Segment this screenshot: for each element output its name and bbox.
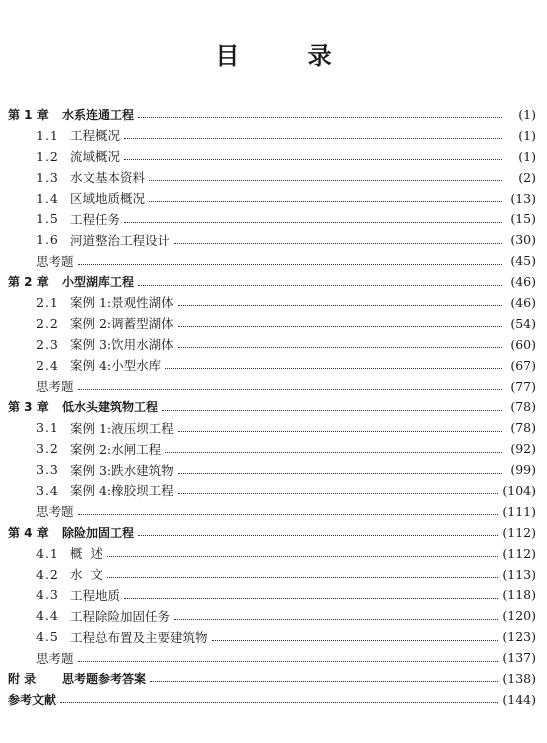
toc-entry-title: 工程概况 <box>70 128 121 144</box>
toc-page-number: (54) <box>510 315 536 331</box>
toc-page-number: (60) <box>510 336 536 352</box>
toc-entry-number: 1.2 <box>36 148 59 164</box>
toc-page-number: (112) <box>502 524 536 540</box>
toc-entry-title: 工程除险加固任务 <box>70 608 171 624</box>
toc-page-number: (112) <box>502 545 536 561</box>
toc-page-number: (120) <box>502 608 536 624</box>
toc-entry-title: 案例 3:饮用水湖体 <box>70 337 174 353</box>
toc-section-entry[interactable] <box>8 229 536 250</box>
toc-entry-title: 水文基本资料 <box>70 170 146 186</box>
toc-section-entry[interactable] <box>8 438 536 459</box>
toc-entry-title: 案例 4:橡胶坝工程 <box>70 483 174 499</box>
toc-entry-title: 案例 1:液压坝工程 <box>70 420 174 436</box>
dot-leader <box>150 680 498 682</box>
toc-section-entry[interactable] <box>8 501 536 522</box>
toc-entry-number: 4.4 <box>36 608 59 624</box>
dot-leader <box>78 263 502 265</box>
toc-section-entry[interactable] <box>8 292 536 313</box>
toc-entry-number: 第 2 章 <box>8 275 49 290</box>
toc-page-number: (113) <box>502 566 536 582</box>
dot-leader <box>60 701 498 703</box>
toc-page-number: (78) <box>510 399 536 415</box>
toc-page-number: (99) <box>510 462 536 478</box>
dot-leader <box>178 430 502 432</box>
toc-entry-number: 第 1 章 <box>8 107 49 122</box>
toc-page-number: (1) <box>518 127 536 143</box>
toc-section-entry[interactable] <box>8 334 536 355</box>
toc-entry-number: 4.1 <box>36 545 59 561</box>
dot-leader <box>107 576 498 578</box>
dot-leader <box>138 534 498 536</box>
toc-section-entry[interactable] <box>8 564 536 585</box>
toc-entry-title: 思考题 <box>36 650 74 666</box>
toc-entry-number: 1.5 <box>36 211 59 227</box>
toc-entry-number: 1.4 <box>36 190 59 206</box>
toc-entry-title: 工程任务 <box>70 211 121 227</box>
toc-entry-number: 1.1 <box>36 127 59 143</box>
toc-section-entry[interactable] <box>8 355 536 376</box>
toc-chapter-entry[interactable] <box>8 396 536 417</box>
dot-leader <box>165 367 502 369</box>
dot-leader <box>124 137 502 139</box>
toc-page-number: (92) <box>510 441 536 457</box>
toc-entry-number: 3.2 <box>36 441 59 457</box>
toc-entry-title: 工程地质 <box>70 587 121 603</box>
dot-leader <box>174 618 498 620</box>
toc-entry-title: 水 文 <box>70 567 103 583</box>
dot-leader <box>178 472 502 474</box>
toc-section-entry[interactable] <box>8 376 536 397</box>
toc-entry-number: 4.2 <box>36 566 59 582</box>
toc-page-number: (123) <box>502 629 536 645</box>
toc-chapter-entry[interactable] <box>8 522 536 543</box>
toc-page-number: (46) <box>510 274 536 290</box>
toc-page-number: (13) <box>510 190 536 206</box>
toc-chapter-entry[interactable] <box>8 668 536 689</box>
toc-page-number: (2) <box>518 169 536 185</box>
toc-entry-title: 水系连通工程 <box>62 107 135 122</box>
dot-leader <box>165 451 502 453</box>
dot-leader <box>178 346 502 348</box>
toc-section-entry[interactable] <box>8 626 536 647</box>
toc-section-entry[interactable] <box>8 188 536 209</box>
toc-page-number: (46) <box>510 294 536 310</box>
toc-entry-number: 第 4 章 <box>8 525 49 540</box>
table-of-contents <box>8 104 536 710</box>
toc-entry-title: 区域地质概况 <box>70 191 146 206</box>
toc-section-entry[interactable] <box>8 167 536 188</box>
toc-page-number: (118) <box>502 587 536 603</box>
toc-page-number: (78) <box>510 420 536 436</box>
dot-leader <box>78 388 502 390</box>
toc-entry-number: 2.3 <box>36 336 59 352</box>
toc-entry-title: 思考题 <box>36 504 74 520</box>
toc-page-number: (30) <box>510 232 536 248</box>
toc-entry-title: 思考题 <box>36 379 74 395</box>
dot-leader <box>162 409 502 411</box>
toc-section-entry[interactable] <box>8 313 536 334</box>
toc-entry-number: 1.3 <box>36 169 59 185</box>
dot-leader <box>124 221 502 223</box>
toc-entry-number: 2.2 <box>36 315 59 331</box>
toc-entry-number: 第 3 章 <box>8 400 49 415</box>
toc-entry-number: 3.3 <box>36 462 59 478</box>
toc-page-number: (45) <box>510 253 536 269</box>
toc-section-entry[interactable] <box>8 480 536 501</box>
toc-entry-title: 思考题 <box>36 253 74 269</box>
toc-entry-title: 案例 2:水闸工程 <box>70 441 162 457</box>
toc-entry-title: 小型湖库工程 <box>62 275 135 290</box>
toc-entry-title: 案例 3:跌水建筑物 <box>70 462 174 478</box>
toc-entry-title: 案例 1:景观性湖体 <box>70 295 174 311</box>
toc-section-entry[interactable] <box>8 250 536 271</box>
toc-page-number: (137) <box>502 650 536 666</box>
dot-leader <box>78 513 499 515</box>
toc-entry-title: 概 述 <box>70 546 103 562</box>
toc-entry-title: 案例 4:小型水库 <box>70 358 162 374</box>
toc-section-entry[interactable] <box>8 605 536 626</box>
dot-leader <box>174 242 502 244</box>
toc-entry-title: 思考题参考答案 <box>62 671 147 686</box>
page-title: 目 录 <box>215 42 362 70</box>
dot-leader <box>149 200 502 202</box>
toc-chapter-entry[interactable] <box>8 689 536 710</box>
toc-section-entry[interactable] <box>8 417 536 438</box>
toc-page-number: (144) <box>502 691 536 707</box>
dot-leader <box>212 639 499 641</box>
toc-page-number: (67) <box>510 357 536 373</box>
toc-entry-title: 河道整治工程设计 <box>70 232 171 248</box>
toc-page-number: (104) <box>502 482 536 498</box>
toc-entry-title: 案例 2:调蓄型湖体 <box>70 316 174 332</box>
dot-leader <box>138 116 502 118</box>
dot-leader <box>124 158 502 160</box>
toc-entry-number: 4.5 <box>36 629 59 645</box>
toc-page-number: (15) <box>510 211 536 227</box>
toc-chapter-entry[interactable] <box>8 271 536 292</box>
dot-leader <box>78 660 499 662</box>
toc-entry-title: 流域概况 <box>70 149 121 165</box>
toc-section-entry[interactable] <box>8 125 536 146</box>
toc-page-number: (111) <box>502 503 536 519</box>
toc-page-number: (138) <box>502 670 536 686</box>
toc-entry-number: 3.4 <box>36 482 59 498</box>
toc-page-number: (77) <box>510 378 536 394</box>
toc-section-entry[interactable] <box>8 647 536 668</box>
dot-leader <box>178 325 502 327</box>
toc-section-entry[interactable] <box>8 459 536 480</box>
toc-entry-number: 4.3 <box>36 587 59 603</box>
toc-page-number: (1) <box>518 148 536 164</box>
dot-leader <box>138 284 502 286</box>
dot-leader <box>107 555 498 557</box>
toc-entry-number: 2.1 <box>36 294 59 310</box>
toc-entry-number: 附 录 <box>8 671 37 686</box>
toc-entry-title: 除险加固工程 <box>62 525 135 540</box>
toc-section-entry[interactable] <box>8 208 536 229</box>
dot-leader <box>124 597 498 599</box>
toc-section-entry[interactable] <box>8 146 536 167</box>
toc-entry-title: 工程总布置及主要建筑物 <box>70 629 208 645</box>
toc-entry-title: 参考文献 <box>8 692 57 707</box>
dot-leader <box>149 179 502 181</box>
toc-entry-number: 2.4 <box>36 357 59 373</box>
toc-entry-number: 1.6 <box>36 232 59 248</box>
toc-entry-title: 低水头建筑物工程 <box>62 400 159 415</box>
toc-page-number: (1) <box>518 106 536 122</box>
toc-section-entry[interactable] <box>8 543 536 564</box>
toc-entry-number: 3.1 <box>36 420 59 436</box>
toc-chapter-entry[interactable] <box>8 104 536 125</box>
dot-leader <box>178 492 499 494</box>
toc-section-entry[interactable] <box>8 584 536 605</box>
dot-leader <box>178 304 502 306</box>
